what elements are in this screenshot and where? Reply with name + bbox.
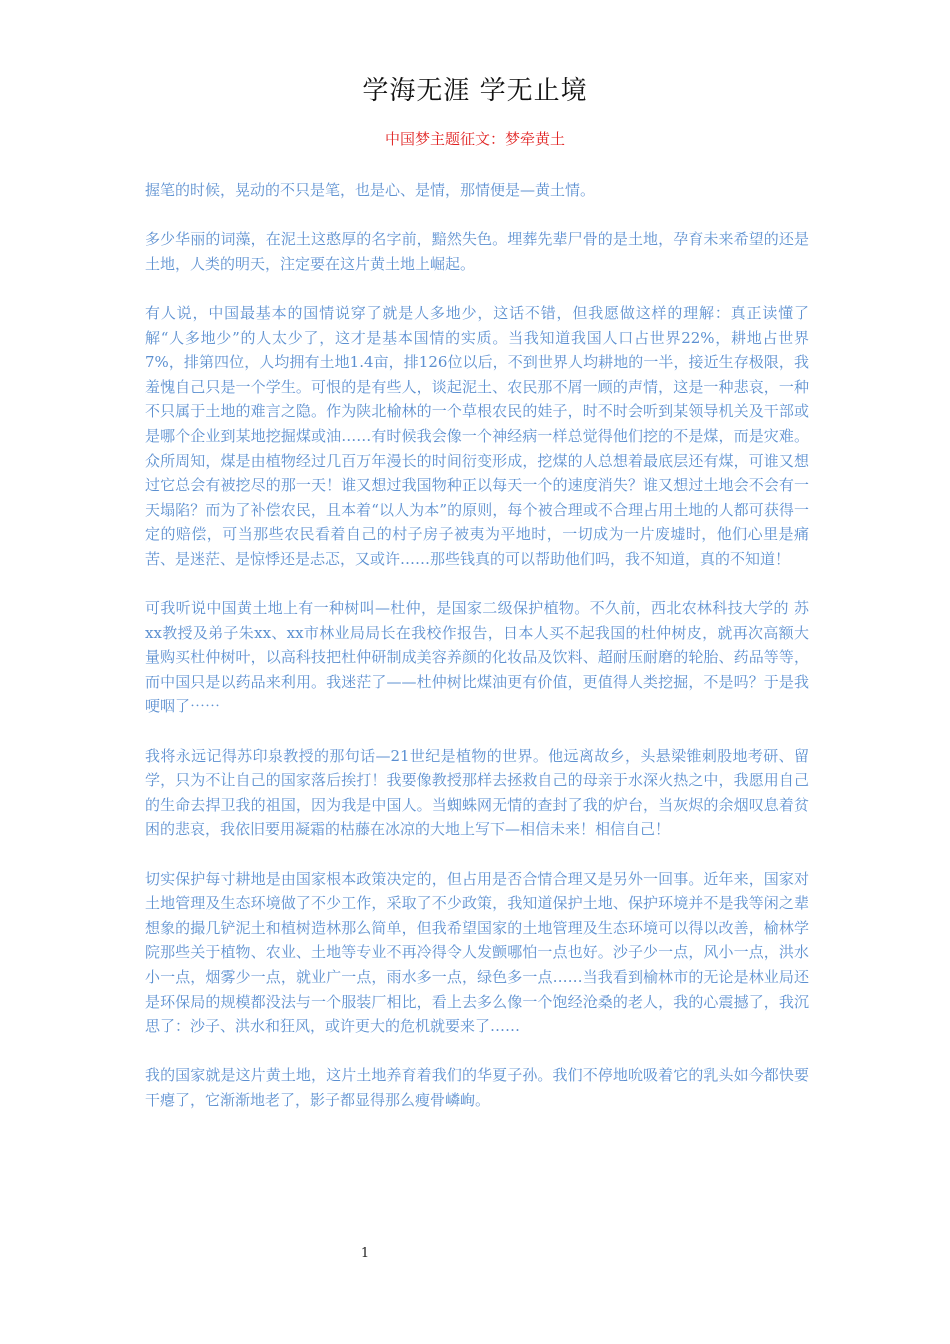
- page-number: 1: [360, 1246, 370, 1261]
- paragraph: 握笔的时候，晃动的不只是笔，也是心、是情，那情便是—黄土情。: [145, 181, 596, 199]
- article-body: [145, 178, 809, 1137]
- paragraph: 多少华丽的词藻，在泥土这憨厚的名字前，黯然失色。埋葬先辈尸骨的是土地，孕育未来希望的还是土地，人类的明天，注定要在这片黄土地上崛起。: [145, 230, 809, 273]
- paragraph: 有人说，中国最基本的国情说穿了就是人多地少，这话不错，但我愿做这样的理解：真正读懂了解“人多地少”的人太少了，这才是基本国情的实质。当我知道我国人口占世界22%，耕地占世界7%，排第四位，人均拥有土地1.4亩，排126位以后，不到世界人均耕地的一半，接近生存极限，我羞愧自己只是一个学生。可恨的是有些人，谈起泥土、农民那不屑一顾的声情，这是一种悲哀，一种不只属于土地的难言之隐。作为陕北榆林的一个草根农民的娃子，时不时会听到某领导机关及干部或是哪个企业到某地挖掘煤或油……有时候我会像一个神经病一样总觉得他们挖的不是煤，而是灾难。众所周知，煤是由植物经过几百万年漫长的时间衍变形成，挖煤的人总想着最底层还有煤，可谁又想过它总会有被挖尽的那一天！谁又想过我国物种正以每天一个的速度消失？谁又想过土地会不会有一天塌陷？而为了补偿农民，且本着“以人为本”的原则，每个被合理或不合理占用土地的人都可获得一定的赔偿，可当那些农民看着自己的村子房子被夷为平地时，一切成为一片废墟时，他们心里是痛苦、是迷茫、是惊悸还是忐忑，又或许……那些钱真的可以帮助他们吗，我不知道，真的不知道！: [145, 303, 809, 568]
- page-title: 学海无涯 学无止境: [362, 76, 588, 106]
- paragraph: 我将永远记得苏印泉教授的那句话—21世纪是植物的世界。他远离故乡，头悬梁锥刺股地考研、留学，只为不让自己的国家落后挨打！我要像教授那样去拯救自己的母亲于水深火热之中，我愿用自己的生命去捍卫我的祖国，因为我是中国人。当蜘蛛网无情的查封了我的炉台，当灰烬的余烟叹息着贫困的悲哀，我依旧要用凝霜的枯藤在冰凉的大地上写下—相信未来！相信自己！: [145, 746, 809, 839]
- paragraph: 可我听说中国黄土地上有一种树叫—杜仲，是国家二级保护植物。不久前，西北农林科技大学的 苏xx教授及弟子朱xx、xx市林业局局长在我校作报告，日本人买不起我国的杜仲树皮，就再次高额大量购买杜仲树叶，以高科技把杜仲研制成美容养颜的化妆品及饮料、超耐压耐磨的轮胎、药品等等，而中国只是以药品来利用。我迷茫了——杜仲树比煤油更有价值，更值得人类挖掘，不是吗？于是我哽咽了⋯⋯: [145, 599, 809, 716]
- paragraph: 我的国家就是这片黄土地，这片土地养育着我们的华夏子孙。我们不停地吮吸着它的乳头如今都快要干瘪了，它渐渐地老了，影子都显得那么瘦骨嶙峋。: [145, 1066, 809, 1109]
- page-subtitle: 中国梦主题征文：梦牵黄土: [384, 130, 565, 148]
- paragraph: 切实保护每寸耕地是由国家根本政策决定的，但占用是否合情合理又是另外一回事。近年来，国家对土地管理及生态环境做了不少工作，采取了不少政策，我知道保护土地、保护环境并不是我等闲之辈想象的撮几铲泥土和植树造林那么简单，但我希望国家的土地管理及生态环境可以得以改善，榆林学院那些关于植物、农业、土地等专业不再冷得令人发颤哪怕一点也好。沙子少一点，风小一点，洪水小一点，烟雾少一点，就业广一点，雨水多一点，绿色多一点……当我看到榆林市的无论是林业局还是环保局的规模都没法与一个服装厂相比，看上去多么像一个饱经沧桑的老人，我的心震撼了，我沉思了：沙子、洪水和狂风，或许更大的危机就要来了……: [145, 869, 809, 1036]
